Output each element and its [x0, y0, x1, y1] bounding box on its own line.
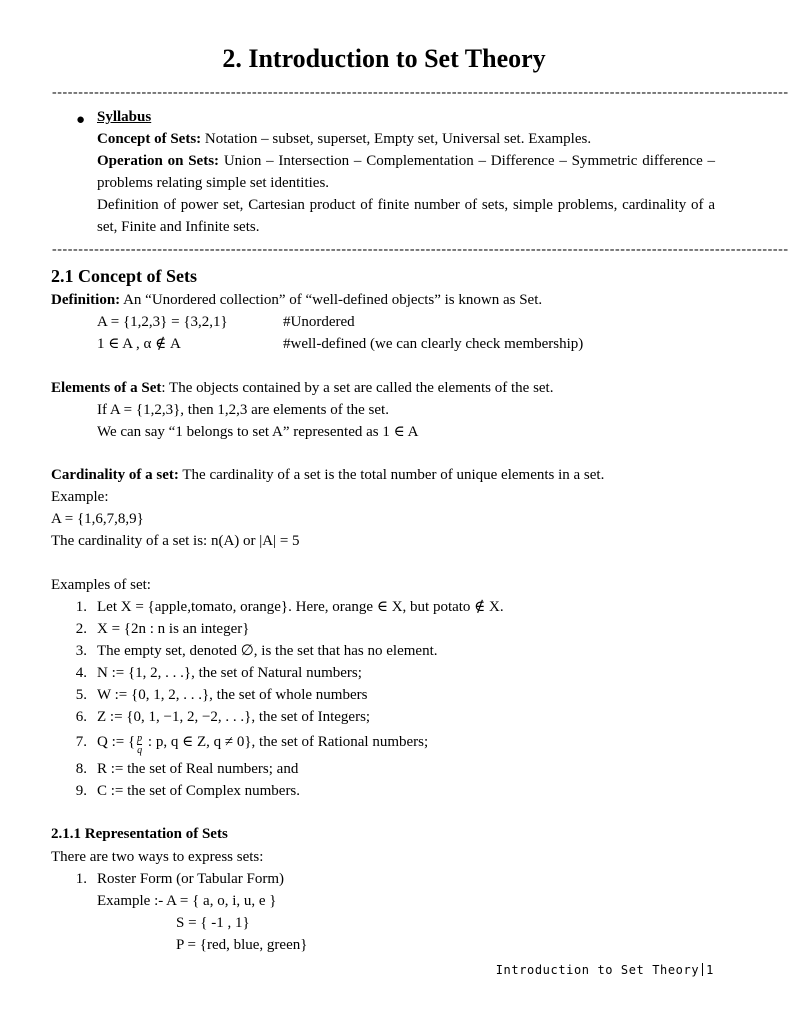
list-item: Let X = {apple,tomato, orange}. Here, orange ∈ X, but potato ∉ X.	[97, 599, 504, 615]
operation-text: Union – Intersection – Complementation – Difference – Symmetric difference – problems relating simple set identities.	[97, 153, 716, 191]
page-title: 2. Introduction to Set Theory	[222, 44, 546, 73]
list-item: W := {0, 1, 2, . . .}, the set of whole numbers	[97, 687, 368, 703]
representation-intro: There are two ways to express sets:	[51, 849, 264, 865]
roster-example-s: S = { -1 , 1}	[176, 915, 250, 931]
list-item-number: 5.	[75, 687, 87, 703]
list-item: C := the set of Complex numbers.	[97, 783, 301, 799]
syllabus-operation	[97, 150, 715, 194]
section-heading-concept: 2.1 Concept of Sets	[51, 266, 197, 286]
list-item-number: 1.	[75, 871, 87, 887]
cardinality-line	[51, 464, 604, 486]
elements-line	[51, 377, 553, 399]
definition-text: An “Unordered collection” of “well-defined objects” is known as Set.	[120, 292, 543, 308]
elements-example-1: If A = {1,2,3}, then 1,2,3 are elements of the set.	[97, 402, 389, 418]
list-item-rational	[97, 731, 428, 756]
list-item-number: 1.	[75, 599, 87, 615]
elements-example-2: We can say “1 belongs to set A” represented as 1 ∈ A	[97, 424, 419, 440]
list-item: R := the set of Real numbers; and	[97, 761, 299, 777]
definition-line	[51, 289, 542, 311]
syllabus-definition: Definition of power set, Cartesian product of finite number of sets, simple problems, cardinality of a set, Finite and Infinite sets.	[97, 197, 715, 235]
fraction-numerator: p	[137, 733, 143, 744]
roster-example-p: P = {red, blue, green}	[176, 937, 308, 953]
example-unordered: A = {1,2,3} = {3,2,1}	[97, 314, 228, 330]
operation-label: Operation on Sets:	[97, 153, 220, 169]
cardinality-result: The cardinality of a set is: n(A) or |A| = 5	[51, 533, 300, 549]
subsection-heading-representation: 2.1.1 Representation of Sets	[51, 826, 228, 842]
footer-title: Introduction to Set Theory	[495, 963, 700, 977]
cardinality-text: The cardinality of a set is the total number of unique elements in a set.	[178, 467, 605, 483]
comment-unordered: #Unordered	[283, 314, 355, 330]
definition-label: Definition:	[51, 292, 121, 308]
list-item-number: 8.	[75, 761, 87, 777]
example-membership: 1 ∈ A , α ∉ A	[97, 336, 181, 352]
list-item: N := {1, 2, . . .}, the set of Natural numbers;	[97, 665, 362, 681]
rational-suffix: : p, q ∈ Z, q ≠ 0}, the set of Rational numbers;	[144, 734, 429, 750]
dashed-divider-bottom: --------------------------------------------------------------------------------------------------------------------------------------------	[52, 242, 789, 257]
page-footer	[496, 962, 714, 978]
list-item-number: 6.	[75, 709, 87, 725]
comment-well-defined: #well-defined (we can clearly check membership)	[283, 336, 584, 352]
elements-label: Elements of a Set	[51, 380, 162, 396]
list-item-number: 7.	[75, 734, 87, 750]
fraction-denominator: q	[137, 745, 143, 756]
page-number: 1	[706, 963, 714, 977]
roster-form-item: Roster Form (or Tabular Form)	[97, 871, 284, 887]
fraction-p-over-q	[137, 734, 142, 756]
list-item-number: 2.	[75, 621, 87, 637]
bullet-icon: ●	[76, 112, 86, 128]
cardinality-label: Cardinality of a set:	[51, 467, 179, 483]
elements-text: : The objects contained by a set are called the elements of the set.	[161, 380, 554, 396]
list-item-number: 9.	[75, 783, 87, 799]
list-item: The empty set, denoted ∅, is the set that has no element.	[97, 643, 438, 659]
examples-heading: Examples of set:	[51, 577, 151, 593]
list-item-number: 3.	[75, 643, 87, 659]
list-item-number: 4.	[75, 665, 87, 681]
syllabus-heading: Syllabus	[97, 109, 152, 125]
footer-separator	[702, 963, 703, 976]
syllabus-concept	[97, 128, 591, 150]
list-item: X = {2n : n is an integer}	[97, 621, 250, 637]
list-item: Z := {0, 1, −1, 2, −2, . . .}, the set of Integers;	[97, 709, 371, 725]
cardinality-example-label: Example:	[51, 489, 109, 505]
dashed-divider-top: --------------------------------------------------------------------------------------------------------------------------------------------	[52, 85, 789, 100]
cardinality-set: A = {1,6,7,8,9}	[51, 511, 144, 527]
concept-label: Concept of Sets:	[97, 131, 202, 147]
concept-text: Notation – subset, superset, Empty set, Universal set. Examples.	[201, 131, 592, 147]
rational-prefix: Q := {	[97, 734, 136, 750]
roster-example-a: Example :- A = { a, o, i, u, e }	[97, 893, 277, 909]
